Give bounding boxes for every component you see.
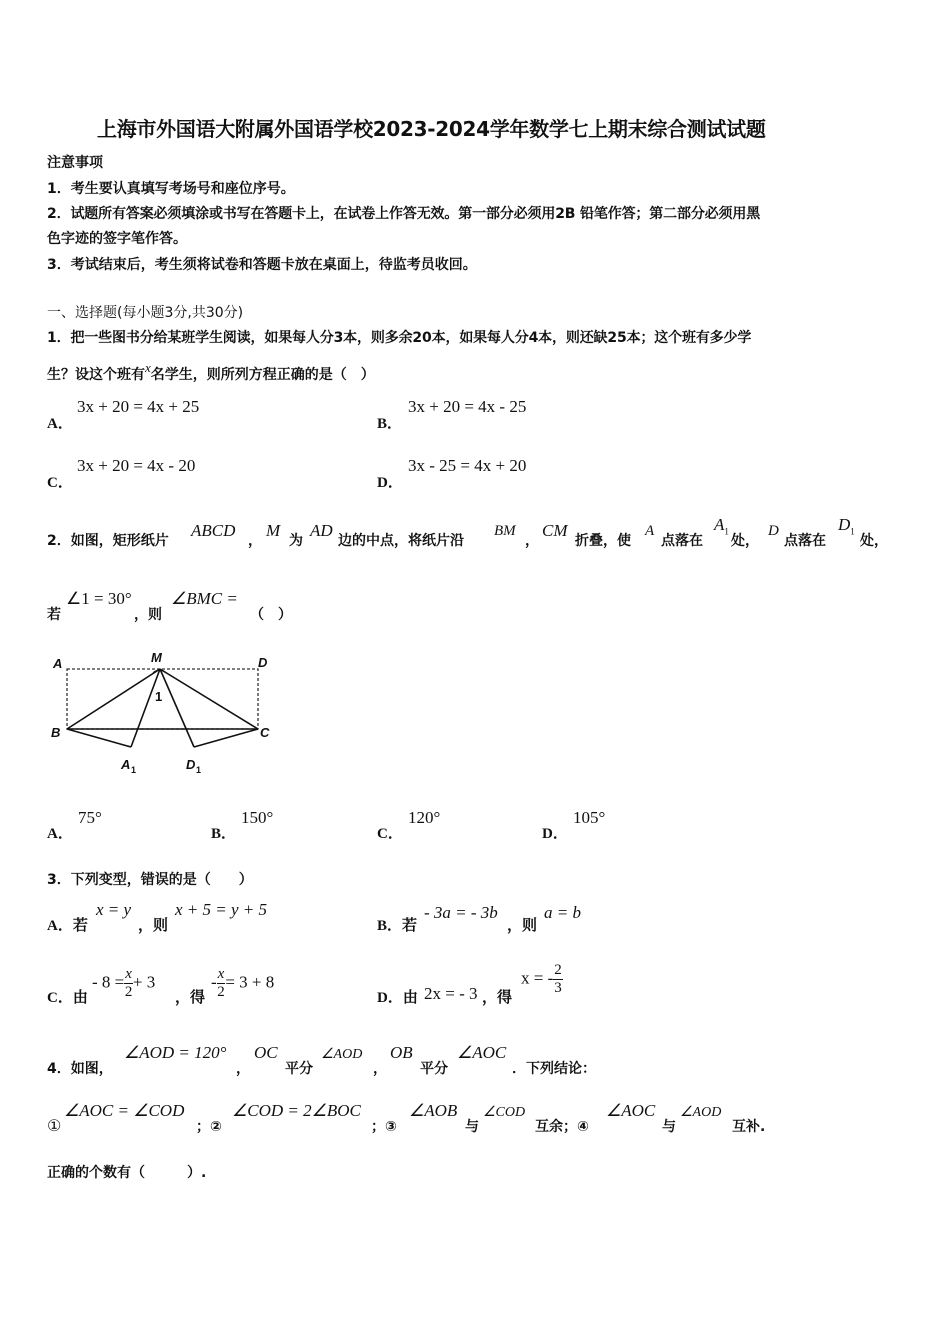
q2-stem-p1: 2．如图，矩形纸片 xyxy=(47,533,169,549)
q4-n1: ① xyxy=(47,1118,62,1135)
notice-item: 3．考试结束后，考生须将试卷和答题卡放在桌面上，待监考员收回。 xyxy=(47,257,477,273)
q3-option-c-mid: ，得 xyxy=(175,990,206,1006)
q2-a: A xyxy=(645,523,655,539)
q4-comma: ， xyxy=(373,1061,387,1077)
label-a1-sub: 1 xyxy=(131,765,137,775)
q2-option-b-label: B． xyxy=(211,826,237,842)
q4-t1: ；② xyxy=(196,1119,222,1135)
q2-abcd: ABCD xyxy=(191,521,236,540)
q3-option-a-e2: x + 5 = y + 5 xyxy=(175,900,268,919)
q4-t4: 互余；④ xyxy=(535,1119,589,1135)
q2-comma: ， xyxy=(248,533,262,549)
q2-ad: AD xyxy=(310,521,333,540)
segment-d1m xyxy=(160,669,194,747)
notice-item: 1．考生要认真填写考场号和座位序号。 xyxy=(47,181,295,197)
q2-option-b: 150° xyxy=(241,808,274,827)
q4-stem-p4: ．下列结论： xyxy=(512,1061,596,1077)
q2-stem-p2: 为 xyxy=(289,533,303,549)
label-c: C xyxy=(260,725,270,740)
q2-option-a: 75° xyxy=(78,808,102,827)
q3-option-a-mid: ，则 xyxy=(138,918,169,934)
page-title: 上海市外国语大附属外国语学校2023-2024学年数学七上期末综合测试试题 xyxy=(97,117,766,141)
q4-s6: ∠AOD xyxy=(680,1105,722,1120)
q2-bm: BM xyxy=(494,523,516,539)
section-heading: 一、选择题(每小题3分,共30分) xyxy=(47,305,244,321)
q2-comma: ， xyxy=(525,533,539,549)
q2-angle-given: ∠1 = 30° xyxy=(66,589,132,608)
q4-t5: 与 xyxy=(662,1119,676,1135)
q1-option-a: 3x + 20 = 4x + 25 xyxy=(77,397,200,416)
label-a: A xyxy=(53,656,63,671)
q4-aod2: ∠AOD xyxy=(321,1047,363,1062)
q4-aoc: ∠AOC xyxy=(457,1043,507,1062)
q3-option-b-label: B．若 xyxy=(377,918,418,934)
q2-stem-p7: 点落在 xyxy=(784,533,826,549)
label-d1: D xyxy=(186,757,196,772)
q4-ob: OB xyxy=(390,1043,413,1062)
q4-comma: ， xyxy=(236,1061,250,1077)
q2-figure xyxy=(45,646,285,778)
q4-s4: ∠COD xyxy=(483,1105,526,1120)
q3-option-d-label: D．由 xyxy=(377,990,418,1006)
q3-option-b-mid: ，则 xyxy=(507,918,538,934)
q3-stem: 3．下列变型，错误的是（ ） xyxy=(47,872,253,888)
q4-stem-p2: 平分 xyxy=(285,1061,313,1077)
q1-option-b: 3x + 20 = 4x - 25 xyxy=(408,397,527,416)
q2-m: M xyxy=(266,521,281,540)
q2-stem-line2-c: （ ） xyxy=(250,607,292,623)
q4-last: 正确的个数有（ ）. xyxy=(47,1165,207,1181)
segment-ba1 xyxy=(67,729,131,747)
label-a1: A xyxy=(121,757,131,772)
segment-cd1 xyxy=(194,729,258,747)
q3-option-b-e2: a = b xyxy=(544,903,581,922)
q2-cm: CM xyxy=(542,521,568,540)
segment-a1m xyxy=(131,669,163,747)
q4-t3: 与 xyxy=(465,1119,479,1135)
q3-option-d-e2: x = - $\frac{2}{3}$ xyxy=(521,962,562,996)
q1-option-d: 3x - 25 = 4x + 20 xyxy=(408,456,527,475)
q3-option-c-label: C．由 xyxy=(47,990,88,1006)
q1-option-d-label: D． xyxy=(377,475,403,491)
label-b: B xyxy=(51,725,61,740)
q2-option-c-label: C． xyxy=(377,826,403,842)
q2-stem-p4: 折叠，使 xyxy=(575,533,631,549)
label-1: 1 xyxy=(155,689,163,704)
segment-cm xyxy=(160,669,258,729)
q2-a1: $A_1$ xyxy=(714,515,729,537)
notice-item: 色字迹的签字笔作答。 xyxy=(47,231,187,247)
q2-stem-p8: 处， xyxy=(860,533,888,549)
q1-option-a-label: A． xyxy=(47,416,73,432)
q1-stem-line2: 生？设这个班有x名学生，则所列方程正确的是（ ） xyxy=(47,360,375,383)
q3-option-d-e1: 2x = - 3 xyxy=(424,984,478,1003)
q2-stem-p3: 边的中点，将纸片沿 xyxy=(338,533,464,549)
rectangle-dashed xyxy=(67,669,258,729)
q4-s2: ∠COD = 2∠BOC xyxy=(232,1101,361,1120)
q2-option-c: 120° xyxy=(408,808,441,827)
q2-option-a-label: A． xyxy=(47,826,73,842)
q2-d1: $D_1$ xyxy=(838,515,855,537)
q2-stem-p5: 点落在 xyxy=(661,533,703,549)
q2-stem-p6: 处， xyxy=(731,533,759,549)
q1-option-c-label: C． xyxy=(47,475,73,491)
label-d1-sub: 1 xyxy=(196,765,202,775)
notice-heading: 注意事项 xyxy=(47,155,103,171)
q4-t2: ；③ xyxy=(371,1119,397,1135)
q4-s5: ∠AOC xyxy=(606,1101,656,1120)
q4-stem-p1: 4．如图， xyxy=(47,1061,113,1077)
q4-aod: ∠AOD = 120° xyxy=(124,1043,227,1062)
label-d: D xyxy=(258,655,268,670)
q2-stem-line2-b: ，则 xyxy=(134,607,162,623)
q4-oc: OC xyxy=(254,1043,278,1062)
q2-option-d: 105° xyxy=(573,808,606,827)
q1-option-c: 3x + 20 = 4x - 20 xyxy=(77,456,196,475)
q3-option-b-e1: - 3a = - 3b xyxy=(424,903,498,922)
q4-s1: ∠AOC = ∠COD xyxy=(64,1101,185,1120)
q2-stem-line2-a: 若 xyxy=(47,607,61,623)
q4-t6: 互补. xyxy=(732,1119,766,1135)
q1-stem: 1．把一些图书分给某班学生阅读，如果每人分3本，则多余20本，如果每人分4本，则还缺25本；这个班有多少学 xyxy=(47,330,752,346)
notice-item: 2．试题所有答案必须填涂或书写在答题卡上，在试卷上作答无效。第一部分必须用2B 铅笔作答；第二部分必须用黑 xyxy=(47,206,761,222)
q1-option-b-label: B． xyxy=(377,416,403,432)
q3-option-c-expr1: - 8 = $\frac{x}{2}$ + 3 xyxy=(92,966,156,1000)
label-m: M xyxy=(151,650,162,665)
q2-angle-bmc: ∠BMC = xyxy=(171,589,238,608)
q4-s3: ∠AOB xyxy=(409,1101,458,1120)
q3-option-a-label: A．若 xyxy=(47,918,88,934)
q3-option-d-mid: ，得 xyxy=(482,990,513,1006)
q2-option-d-label: D． xyxy=(542,826,568,842)
segment-bm xyxy=(67,669,163,729)
q4-stem-p3: 平分 xyxy=(420,1061,448,1077)
q2-d: D xyxy=(768,523,779,539)
q3-option-c-expr2: - $\frac{x}{2}$ = 3 + 8 xyxy=(211,966,275,1000)
q3-option-a-e1: x = y xyxy=(96,900,132,919)
